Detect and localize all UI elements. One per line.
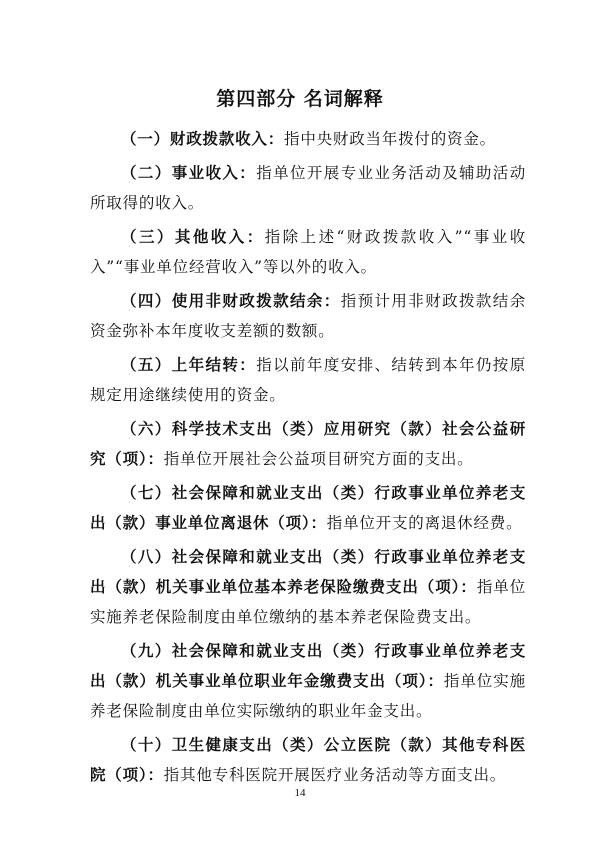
definition-text: 指除上述“财政拨款收入”“事业收入”“事业单位经营收入”等以外的收入。 (90, 228, 526, 276)
definition-item (90, 124, 526, 154)
definition-term: （九）社会保障和就业支出（类）行政事业单位养老支出（款）机关事业单位职业年金缴费支出（项）： (90, 642, 526, 690)
page-number: 14 (294, 787, 306, 799)
definition-text: 指单位开支的离退休经费。 (326, 514, 523, 532)
definition-item (90, 286, 526, 346)
definition-text: 指预计用非财政拨款结余资金弥补本年度收支差额的数额。 (90, 292, 526, 340)
definition-item (90, 350, 526, 410)
definitions-list (90, 124, 526, 794)
definition-item (90, 542, 526, 632)
definition-term: （七）社会保障和就业支出（类）行政事业单位养老支出（款）事业单位离退休（项）： (90, 484, 526, 532)
definition-text: 指单位开展专业业务活动及辅助活动所取得的收入。 (90, 164, 526, 212)
definition-term: （五）上年结转： (121, 356, 257, 374)
definition-item (90, 158, 526, 218)
definition-term: （六）科学技术支出（类）应用研究（款）社会公益研究（项）： (90, 420, 526, 468)
definition-item (90, 478, 526, 538)
definition-term: （四）使用非财政拨款结余： (121, 292, 341, 310)
definition-text: 指单位实施养老保险制度由单位缴纳的基本养老保险费支出。 (90, 578, 526, 626)
definition-item (90, 730, 526, 790)
definition-text: 指中央财政当年拨付的资金。 (284, 130, 496, 148)
definition-text: 指其他专科医院开展医疗业务活动等方面支出。 (163, 766, 507, 784)
definition-text: 指单位开展社会公益项目研究方面的支出。 (163, 450, 474, 468)
definition-term: （一）财政拨款收入： (121, 130, 285, 148)
page-title: 第四部分 名词解释 (216, 88, 384, 110)
definition-term: （八）社会保障和就业支出（类）行政事业单位养老支出（款）机关事业单位基本养老保险缴费支出（项）： (90, 548, 526, 596)
definition-item (90, 636, 526, 726)
definition-term: （二）事业收入： (121, 164, 257, 182)
definition-item (90, 222, 526, 282)
definition-term: （三）其他收入： (121, 228, 265, 246)
definition-text: 指单位实施养老保险制度由单位实际缴纳的职业年金支出。 (90, 672, 526, 720)
definition-term: （十）卫生健康支出（类）公立医院（款）其他专科医院（项）： (90, 736, 526, 784)
definition-text: 指以前年度安排、结转到本年仍按原规定用途继续使用的资金。 (90, 356, 526, 404)
definition-item (90, 414, 526, 474)
